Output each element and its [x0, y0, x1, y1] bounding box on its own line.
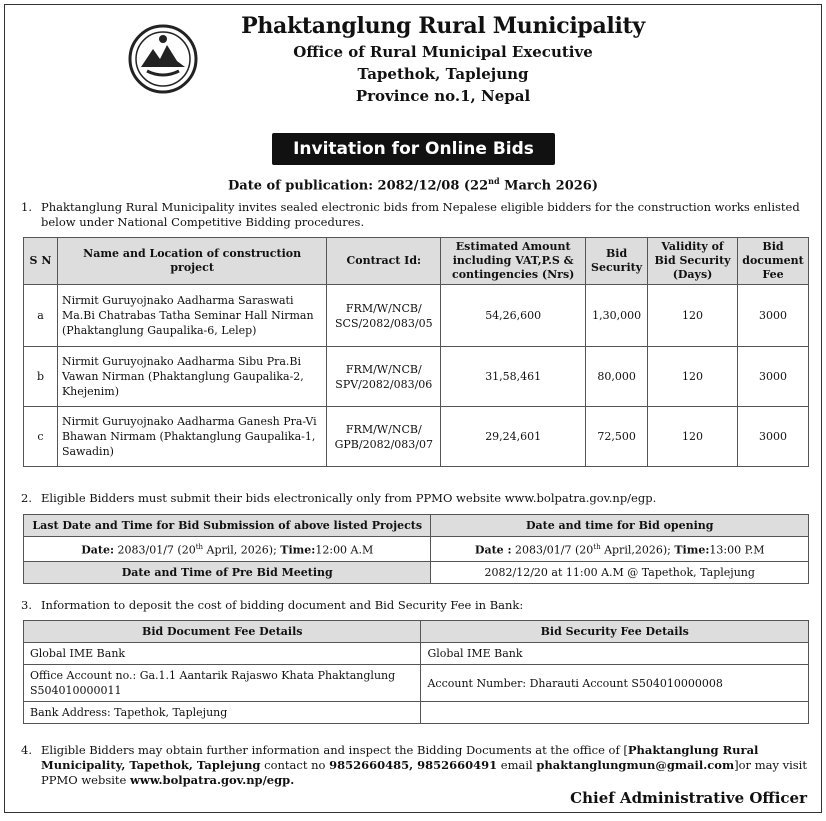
table-row: b Nirmit Guruyojnako Aadharma Sibu Pra.Bi Vawan Nirman (Phaktanglung Gaupalika-2, Khejenim) FRM/W/NCB/ SPV/2082/083/06 31,58,461 80,000 120 3000 — [24, 347, 809, 407]
empty-cell — [421, 702, 809, 724]
security-fee-header: Bid Security Fee Details — [421, 621, 809, 643]
pre-bid-header: Date and Time of Pre Bid Meeting — [24, 561, 431, 583]
security-fee-account: Account Number: Dharauti Account S504010000008 — [421, 665, 809, 702]
office-location: Tapethok, Taplejung — [357, 65, 529, 83]
paragraph-2: 2. Eligible Bidders must submit their bids electronically only from PPMO website www.bolpatra.gov.np/egp. — [21, 491, 657, 505]
publication-date: Date of publication: 2082/12/08 (22nd March 2026) — [228, 176, 598, 194]
letterhead — [5, 13, 821, 105]
doc-fee-address: Bank Address: Tapethok, Taplejung — [24, 702, 421, 724]
notice-title: Invitation for Online Bids — [272, 133, 555, 165]
province: Province no.1, Nepal — [355, 87, 531, 105]
table-row: a Nirmit Guruyojnako Aadharma Saraswati Ma.Bi Chatrabas Tatha Seminar Hall Nirman (Phaktanglung Gaupalika-6, Lelep) FRM/W/NCB/ SCS/2082/083/05 54,26,600 1,30,000 120 3000 — [24, 285, 809, 347]
table-header-row — [24, 238, 809, 285]
bid-schedule-table — [23, 514, 809, 584]
org-name: Phaktanglung Rural Municipality — [241, 13, 645, 39]
signature-title: Chief Administrative Officer — [570, 789, 807, 807]
notice-page — [4, 4, 822, 813]
doc-fee-header: Bid Document Fee Details — [24, 621, 421, 643]
opening-datetime: Date : 2083/01/7 (20th April,2026); Time:13:00 P.M — [431, 537, 809, 562]
pre-bid-value: 2082/12/20 at 11:00 A.M @ Tapethok, Taplejung — [431, 561, 809, 583]
col-security: Bid Security — [586, 238, 648, 285]
col-fee: Bid document Fee — [737, 238, 808, 285]
col-validity: Validity of Bid Security (Days) — [648, 238, 738, 285]
col-sn: S N — [24, 238, 58, 285]
opening-header: Date and time for Bid opening — [431, 515, 809, 537]
col-contract-id: Contract Id: — [327, 238, 441, 285]
doc-fee-bank: Global IME Bank — [24, 643, 421, 665]
security-fee-bank: Global IME Bank — [421, 643, 809, 665]
table-row: c Nirmit Guruyojnako Aadharma Ganesh Pra-Vi Bhawan Nirmam (Phaktanglung Gaupalika-1, Sawadin) FRM/W/NCB/ GPB/2082/083/07 29,24,601 72,500 120 3000 — [24, 407, 809, 467]
office-name: Office of Rural Municipal Executive — [293, 43, 593, 61]
col-amount: Estimated Amount including VAT,P.S & contingencies (Nrs) — [441, 238, 586, 285]
projects-table — [23, 237, 809, 467]
submission-header: Last Date and Time for Bid Submission of above listed Projects — [24, 515, 431, 537]
paragraph-4: 4. Eligible Bidders may obtain further information and inspect the Bidding Documents at the office of [Phaktanglung Rural Municipality, Tapethok, Taplejung contact no 9852660485, 9852660491 email phaktanglungmun@gmail.com]or may visit PPMO website www.bolpatra.gov.np/egp. — [21, 743, 807, 787]
bank-details-table — [23, 620, 809, 724]
doc-fee-account: Office Account no.: Ga.1.1 Aantarik Rajaswo Khata Phaktanglung S504010000011 — [24, 665, 421, 702]
col-name: Name and Location of construction project — [57, 238, 326, 285]
paragraph-1: 1. Phaktanglung Rural Municipality invites sealed electronic bids from Nepalese eligible bidders for the construction works enlisted below under National Competitive Bidding procedures. — [21, 200, 800, 229]
paragraph-3: 3. Information to deposit the cost of bidding document and Bid Security Fee in Bank: — [21, 598, 524, 612]
submission-datetime: Date: 2083/01/7 (20th April, 2026); Time:12:00 A.M — [24, 537, 431, 562]
